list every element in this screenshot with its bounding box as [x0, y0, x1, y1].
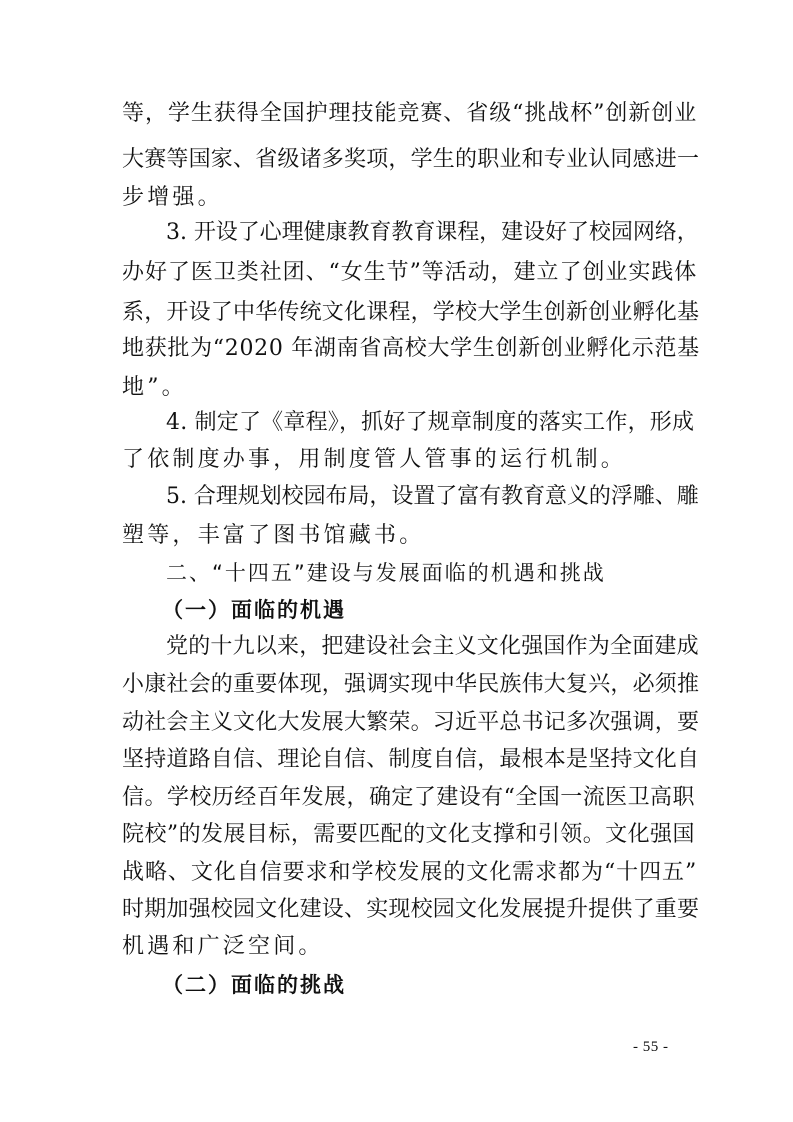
text-line: 信。学校历经百年发展，确定了建设有“全国一流医卫高职	[122, 785, 695, 810]
text-line: 塑等，丰富了图书馆藏书。	[122, 523, 425, 548]
subsection-heading: （二）面临的挑战	[162, 973, 346, 997]
text-line: 小康社会的重要体现，强调实现中华民族伟大复兴，必须推	[122, 672, 700, 697]
text-line: 动社会主义文化大发展大繁荣。习近平总书记多次强调，要	[122, 710, 700, 735]
text-line: 时期加强校园文化建设、实现校园文化发展提升提供了重要	[122, 897, 700, 922]
text-line: 院校”的发展目标，需要匹配的文化支撑和引领。文化强国	[122, 822, 695, 847]
text-line: 党的十九以来，把建设社会主义文化强国作为全面建成	[166, 634, 699, 659]
page-number: - 55 -	[633, 1039, 669, 1055]
text-line: 战略、文化自信要求和学校发展的文化需求都为“十四五”	[122, 860, 698, 885]
text-line: 3. 开设了心理健康教育教育课程，建设好了校园网络，	[166, 220, 699, 245]
text-line: 4. 制定了《章程》，抓好了规章制度的落实工作，形成	[166, 410, 695, 435]
text-line: 等，学生获得全国护理技能竞赛、省级“挑战杯”创新创业	[122, 101, 698, 126]
text-line: 了依制度办事，用制度管人管事的运行机制。	[122, 447, 627, 472]
section-heading: 二、“十四五”建设与发展面临的机遇和挑战	[166, 561, 606, 585]
text-line: 机遇和广泛空间。	[122, 934, 324, 959]
text-line: 大赛等国家、省级诸多奖项，学生的职业和专业认同感进一	[122, 147, 700, 172]
text-line: 步增强。	[122, 185, 223, 210]
text-line: 地获批为“2020 年湖南省高校大学生创新创业孵化示范基	[122, 336, 700, 361]
text-line: 系，开设了中华传统文化课程，学校大学生创新创业孵化基	[122, 300, 700, 325]
text-line: 办好了医卫类社团、“女生节”等活动，建立了创业实践体	[122, 260, 698, 285]
subsection-heading: （一）面临的机遇	[162, 598, 346, 622]
text-line: 5. 合理规划校园布局，设置了富有教育意义的浮雕、雕	[166, 484, 699, 509]
text-line: 坚持道路自信、理论自信、制度自信，最根本是坚持文化自	[122, 747, 700, 772]
text-line: 地”。	[122, 375, 187, 400]
